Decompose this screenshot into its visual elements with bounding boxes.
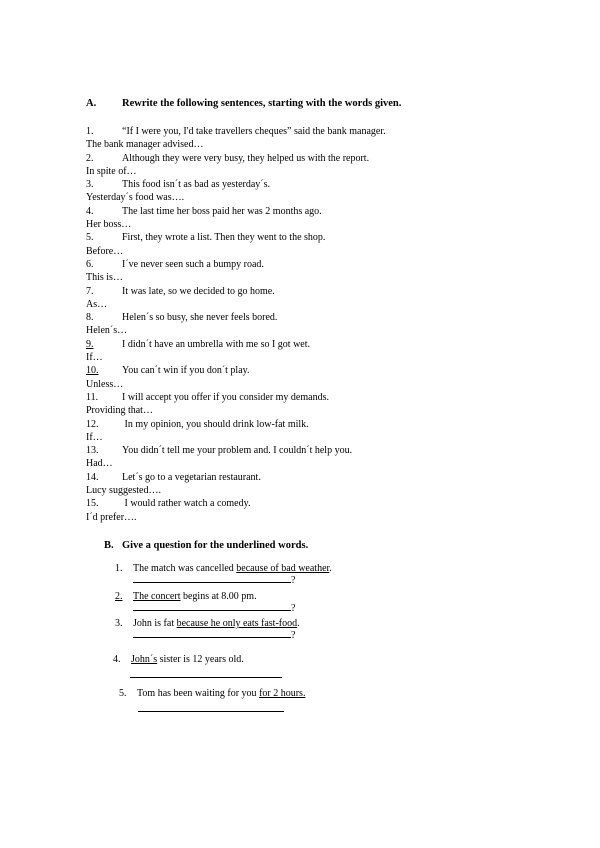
answer-blank-4[interactable]	[130, 669, 282, 682]
item-number: 9.	[86, 338, 94, 350]
exercise-sentence-row	[86, 258, 526, 271]
rewrite-prompt[interactable]: This is…	[86, 272, 123, 284]
section-a-letter: A.	[86, 98, 97, 109]
item-number: 12.	[86, 418, 99, 430]
section-a-heading	[86, 98, 401, 109]
item-number: 8.	[86, 312, 94, 324]
question-number: 5.	[119, 688, 127, 699]
rewrite-prompt[interactable]: In spite of…	[86, 165, 137, 177]
exercise-item	[86, 231, 526, 258]
answer-line	[138, 703, 284, 712]
exercise-item	[86, 125, 526, 152]
original-sentence: I will accept you offer if you consider my demands.	[122, 391, 329, 403]
exercise-sentence-row	[86, 178, 526, 191]
original-sentence: You can´t win if you don´t play.	[122, 365, 250, 377]
item-number: 11.	[86, 391, 99, 403]
exercise-sentence-row	[86, 444, 526, 457]
question-text: .	[297, 618, 300, 629]
answer-blank-1[interactable]	[133, 574, 295, 587]
item-number: 6.	[86, 258, 94, 270]
original-sentence: Although they were very busy, they helped us with the report.	[122, 152, 370, 164]
underlined-phrase: The concert	[133, 591, 181, 602]
exercise-sentence-row	[86, 471, 526, 484]
exercise-sentence-row	[86, 364, 526, 377]
exercise-sentence-row	[86, 205, 526, 218]
rewrite-prompt[interactable]: If…	[86, 352, 103, 364]
item-number: 4.	[86, 205, 94, 217]
rewrite-prompt[interactable]: Providing that…	[86, 405, 153, 417]
answer-line	[133, 629, 291, 638]
item-number: 10.	[86, 365, 99, 377]
original-sentence: The last time her boss paid her was 2 months ago.	[122, 205, 322, 217]
rewrite-prompt[interactable]: Had…	[86, 458, 113, 470]
answer-line	[130, 669, 282, 678]
exercise-sentence-row	[86, 231, 526, 244]
answer-blank-2[interactable]	[133, 602, 295, 615]
question-text: sister is 12 years old.	[157, 654, 244, 665]
item-number: 14.	[86, 471, 99, 483]
answer-line	[133, 574, 291, 583]
exercise-item	[86, 471, 526, 498]
original-sentence: I didn´t have an umbrella with me so I got wet.	[122, 338, 311, 350]
question-mark: ?	[291, 630, 296, 641]
exercise-item	[86, 444, 526, 471]
exercise-item	[86, 285, 526, 312]
original-sentence: I´ve never seen such a bumpy road.	[122, 258, 264, 270]
rewrite-prompt[interactable]: Unless…	[86, 378, 124, 390]
underlined-phrase: because of bad weather	[236, 563, 330, 574]
exercise-item	[86, 418, 526, 445]
rewrite-prompt[interactable]: Helen´s…	[86, 325, 128, 337]
exercise-item	[86, 497, 526, 524]
exercise-item	[86, 152, 526, 179]
rewrite-prompt[interactable]: Lucy suggested….	[86, 485, 161, 497]
question-text: The match was cancelled	[133, 563, 237, 574]
section-b-title: Give a question for the underlined words.	[122, 540, 309, 551]
exercise-sentence-row	[86, 338, 526, 351]
underlined-phrase: for 2 hours.	[259, 688, 306, 699]
rewrite-prompt[interactable]: As…	[86, 298, 108, 310]
exercise-item	[86, 178, 526, 205]
exercise-sentence-row	[86, 125, 526, 138]
answer-blank-3[interactable]	[133, 629, 295, 642]
exercise-sentence-row	[86, 152, 526, 165]
exercise-sentence-row	[86, 418, 526, 431]
exercise-item	[86, 391, 526, 418]
original-sentence: First, they wrote a list. Then they went to the shop.	[122, 232, 326, 244]
original-sentence: I would rather watch a comedy.	[122, 498, 251, 510]
question-text: begins at 8.00 pm.	[180, 591, 257, 602]
exercise-item	[86, 258, 526, 285]
question-number: 4.	[113, 654, 121, 665]
question-text: Tom has been waiting for you	[137, 688, 260, 699]
exercise-item	[86, 311, 526, 338]
original-sentence: It was late, so we decided to go home.	[122, 285, 275, 297]
section-a-items	[86, 125, 526, 524]
exercise-sentence-row	[86, 285, 526, 298]
underlined-phrase: John´s	[131, 654, 158, 665]
original-sentence: You didn´t tell me your problem and. I couldn´t help you.	[122, 445, 353, 457]
item-number: 5.	[86, 232, 94, 244]
rewrite-prompt[interactable]: I´d prefer….	[86, 511, 137, 523]
question-4	[113, 653, 244, 666]
rewrite-prompt[interactable]: Before…	[86, 245, 124, 257]
rewrite-prompt[interactable]: The bank manager advised…	[86, 139, 204, 151]
section-a-title: Rewrite the following sentences, starting with the words given.	[122, 98, 402, 109]
rewrite-prompt[interactable]: If…	[86, 431, 103, 443]
original-sentence: “If I were you, I'd take travellers cheques” said the bank manager.	[122, 126, 386, 137]
original-sentence: Helen´s so busy, she never feels bored.	[122, 312, 278, 324]
rewrite-prompt[interactable]: Her boss…	[86, 219, 132, 231]
original-sentence: This food isn´t as bad as yesterday´s.	[122, 179, 271, 191]
exercise-item	[86, 364, 526, 391]
question-mark: ?	[291, 575, 296, 586]
question-number: 1.	[115, 563, 123, 574]
question-text: .	[329, 563, 332, 574]
exercise-sentence-row	[86, 391, 526, 404]
answer-line	[133, 602, 291, 611]
item-number: 1.	[86, 126, 94, 137]
question-mark: ?	[291, 603, 296, 614]
item-number: 7.	[86, 285, 94, 297]
question-text: John is fat	[133, 618, 177, 629]
exercise-sentence-row	[86, 311, 526, 324]
item-number: 2.	[86, 152, 94, 164]
question-5	[119, 687, 305, 700]
item-number: 3.	[86, 179, 94, 191]
answer-blank-5[interactable]	[138, 703, 284, 716]
exercise-item	[86, 338, 526, 365]
exercise-item	[86, 205, 526, 232]
question-number: 2.	[115, 591, 123, 602]
original-sentence: Let´s go to a vegetarian restaurant.	[122, 471, 261, 483]
original-sentence: In my opinion, you should drink low-fat milk.	[122, 418, 309, 430]
rewrite-prompt[interactable]: Yesterday´s food was….	[86, 192, 185, 204]
item-number: 15.	[86, 498, 99, 510]
section-b-heading	[104, 540, 308, 551]
question-number: 3.	[115, 618, 123, 629]
section-b-letter: B.	[104, 540, 114, 551]
item-number: 13.	[86, 445, 99, 457]
underlined-phrase: because he only eats fast-food	[176, 618, 298, 629]
exercise-sentence-row	[86, 497, 526, 510]
